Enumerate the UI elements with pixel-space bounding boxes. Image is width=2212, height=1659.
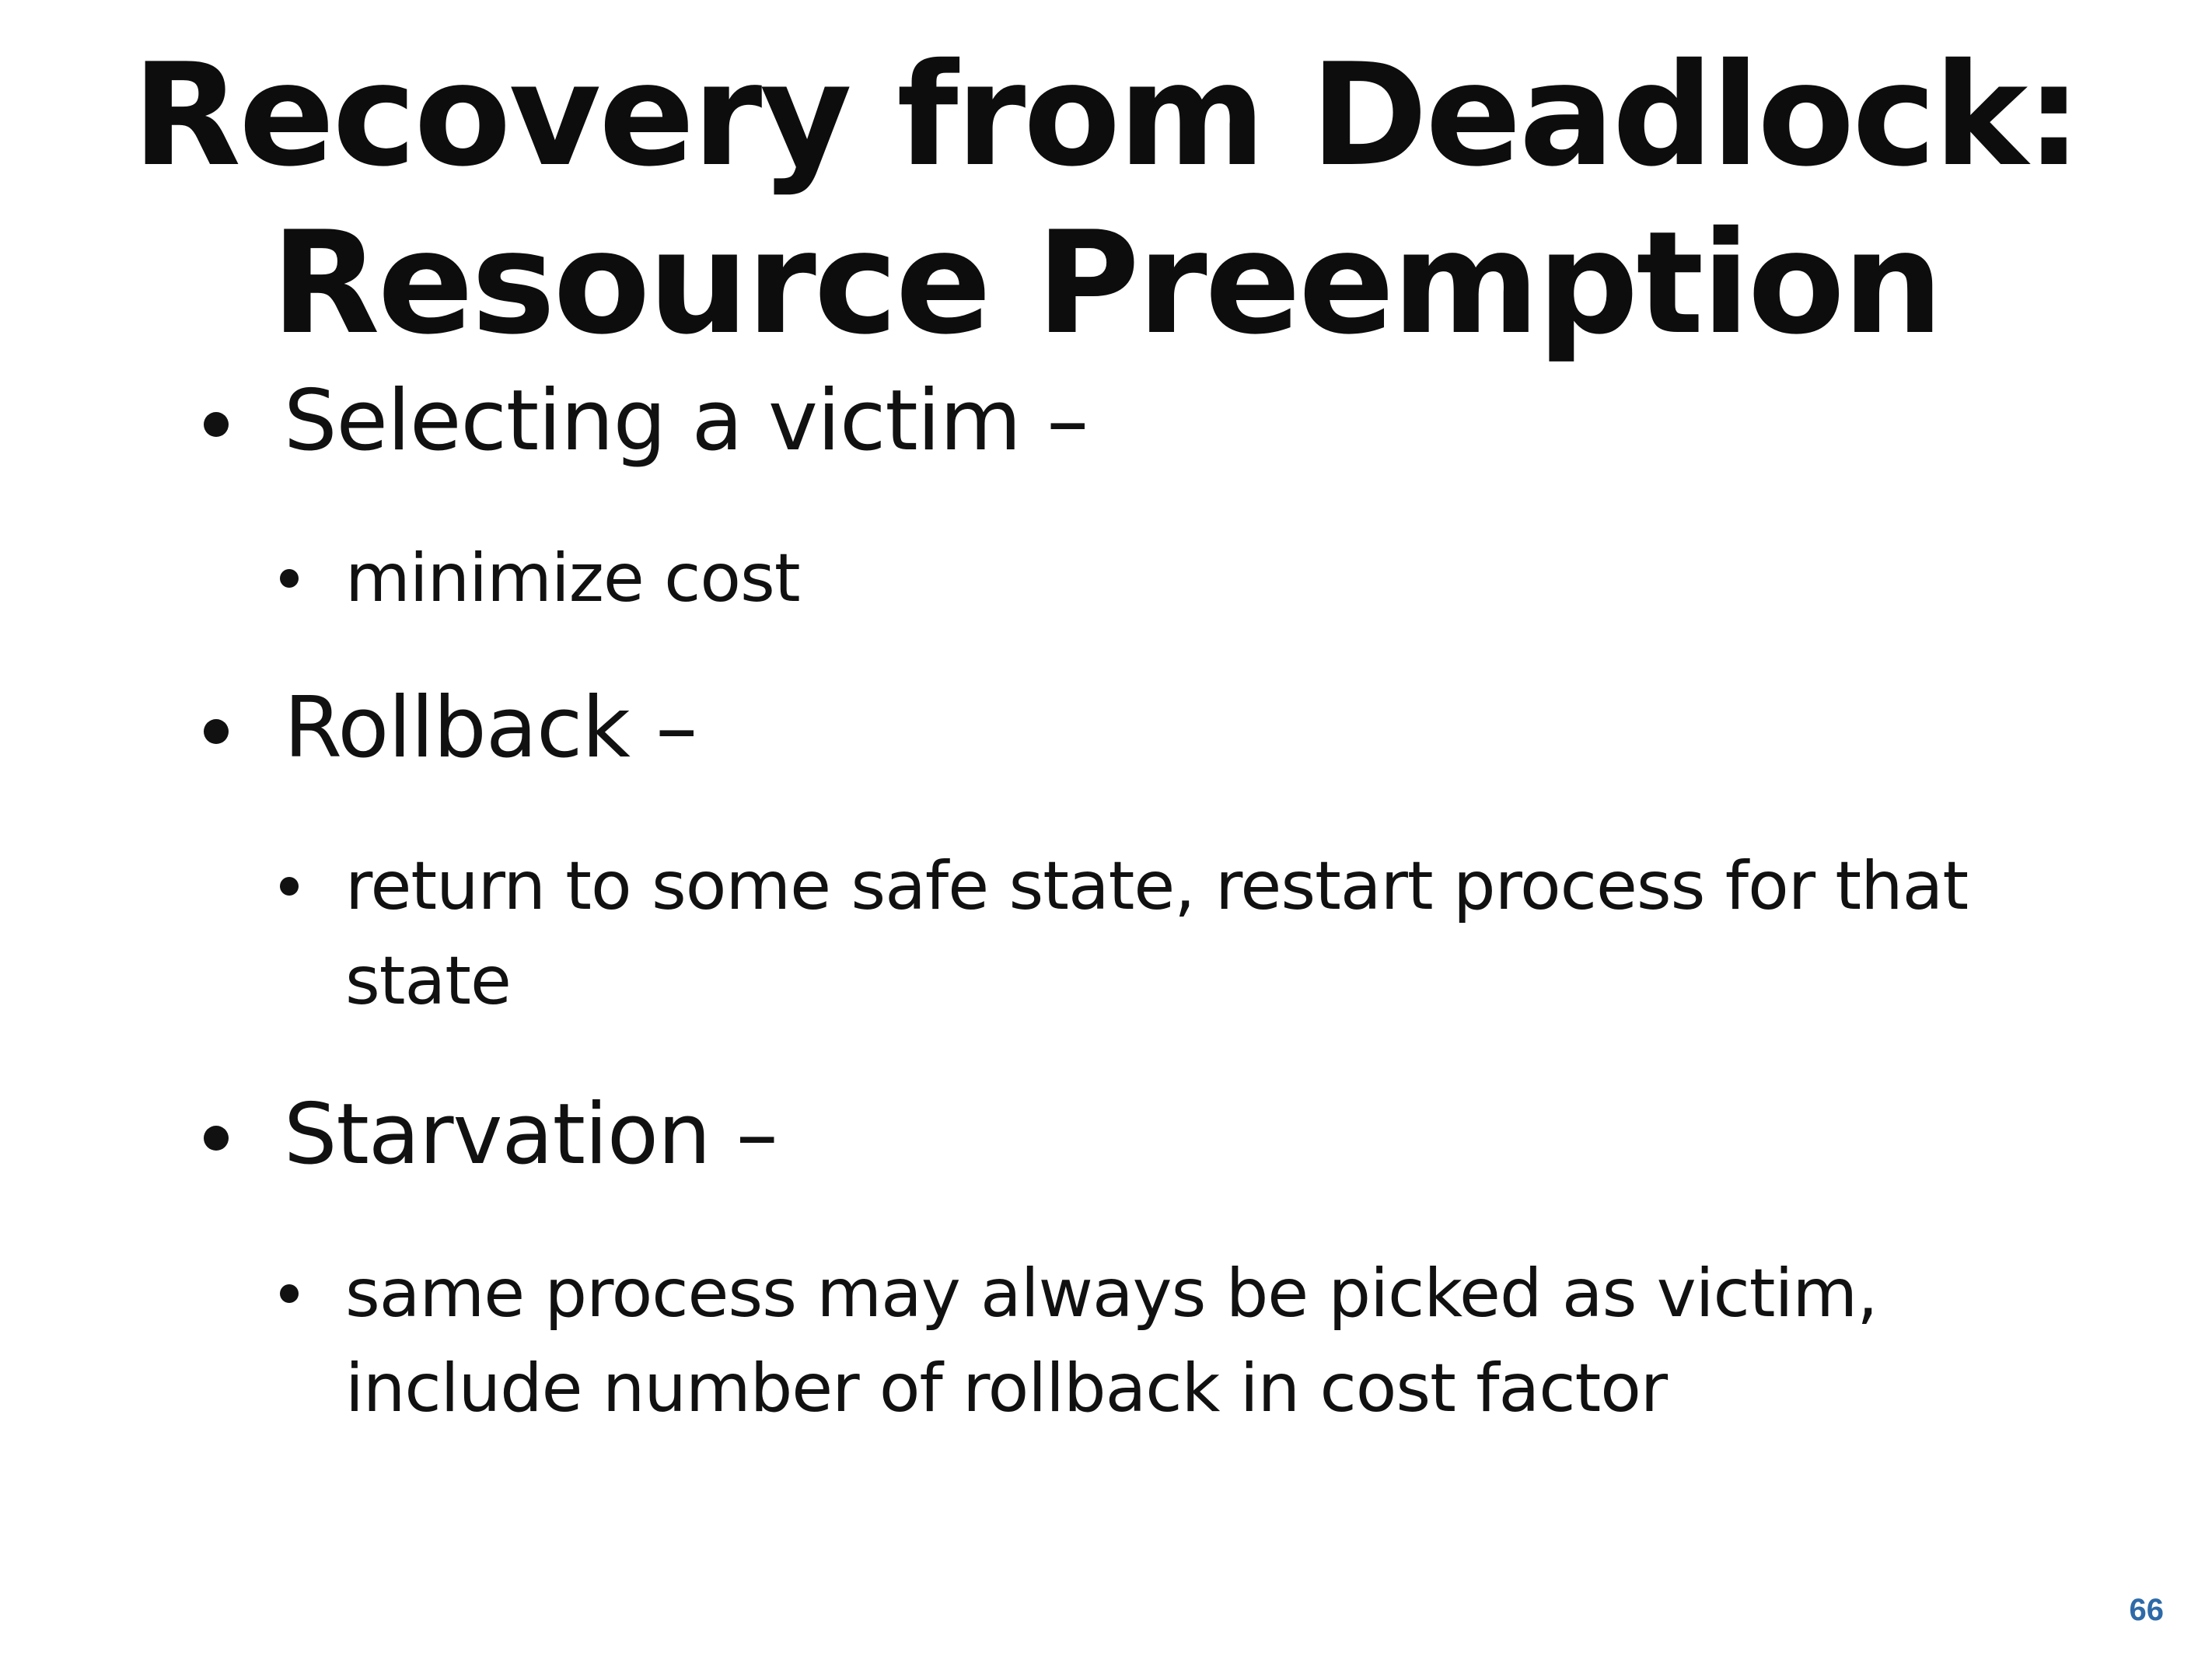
bullet-dot	[204, 719, 229, 744]
bullet-item-rollback: Rollback –	[284, 679, 697, 777]
sub-bullet-dot	[280, 569, 299, 588]
bullet-item-selecting-a-victim: Selecting a victim –	[284, 372, 1089, 470]
slide-title-line-1: Recovery from Deadlock:	[131, 33, 2081, 197]
sub-bullet-same-process-cont: include number of rollback in cost factor	[345, 1350, 1668, 1427]
sub-bullet-minimize-cost: minimize cost	[345, 540, 800, 617]
bullet-item-starvation: Starvation –	[284, 1086, 778, 1183]
sub-bullet-return-to-safe-state-cont: state	[345, 942, 511, 1020]
bullet-dot	[204, 412, 229, 437]
sub-bullet-return-to-safe-state: return to some safe state, restart process for that	[345, 847, 1969, 925]
slide-title-line-2: Resource Preemption	[271, 201, 1941, 365]
sub-bullet-dot	[280, 1284, 299, 1303]
sub-bullet-same-process: same process may always be picked as victim,	[345, 1255, 1878, 1332]
bullet-dot	[204, 1126, 229, 1151]
page-number: 66	[2129, 1593, 2164, 1627]
sub-bullet-dot	[280, 877, 299, 896]
